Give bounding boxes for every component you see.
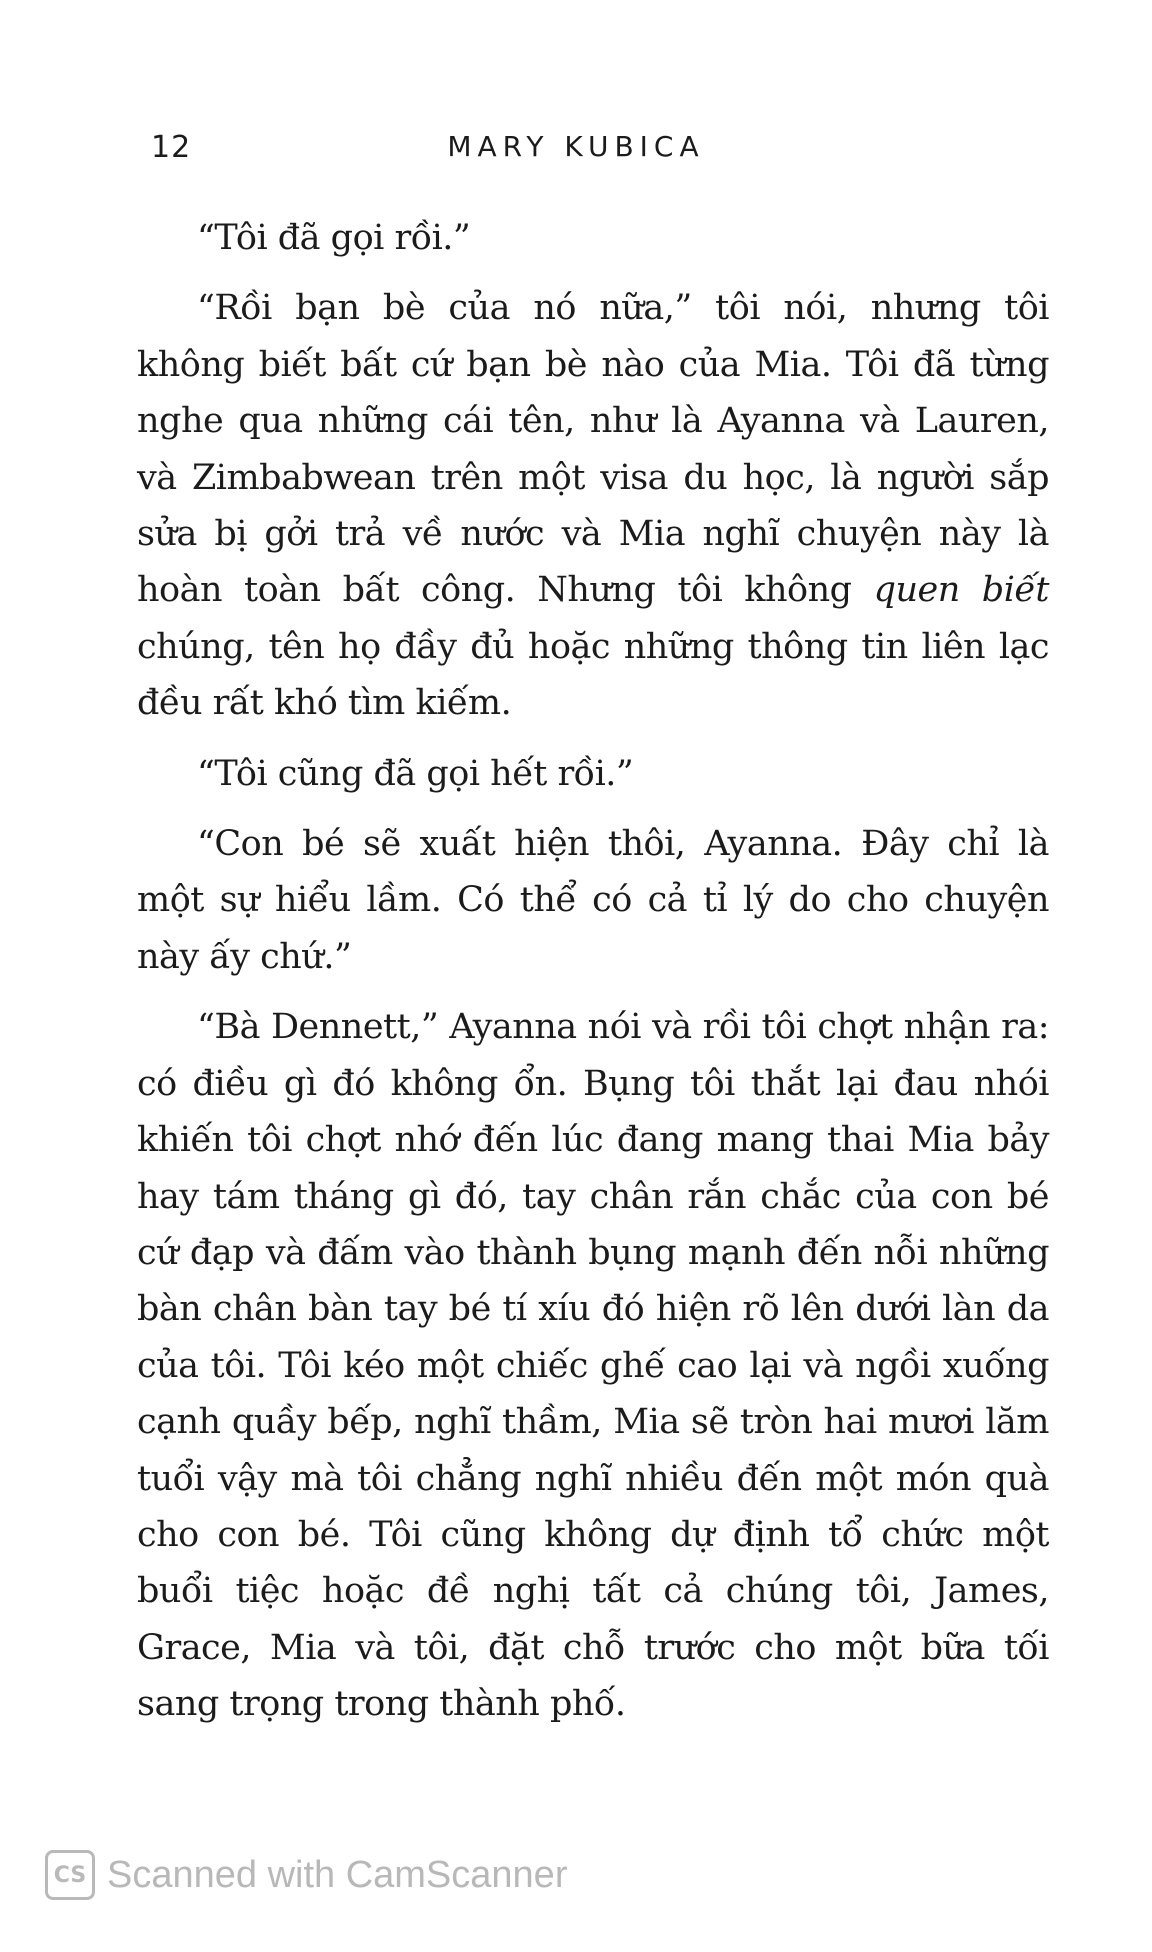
paragraph-text: “Bà Dennett,” Ayanna nói và rồi tôi chợt nhận ra: có điều gì đó không ổn. Bụng tôi thắt lại đau nhói khiến tôi chợt nhớ đến lúc đang mang thai Mia bảy hay tám tháng gì đó, tay chân rắn chắc của con bé cứ đạp và đấm vào thành bụng mạnh đến nỗi những bàn chân bàn tay bé tí xíu đó hiện rõ lên dưới làn da của tôi. Tôi kéo một chiếc ghế cao lại và ngồi xuống cạnh quầy bếp, nghĩ thầm, Mia sẽ tròn hai mươi lăm tuổi vậy mà tôi chẳng nghĩ nhiều đến một món quà cho con bé. Tôi cũng không dự định tổ chức một buổi tiệc hoặc đề nghị tất cả chúng tôi, James, Grace, Mia và tôi, đặt chỗ trước cho một bữa tối sang trọng trong thành phố.	[137, 1007, 1049, 1725]
emphasis-text: quen biết	[873, 570, 1049, 611]
paragraph	[137, 210, 1049, 266]
watermark-label: Scanned with CamScanner	[107, 1853, 568, 1896]
camscanner-logo-icon: CS	[45, 1850, 95, 1900]
page-number: 12	[151, 130, 192, 165]
paragraph	[137, 999, 1049, 1732]
paragraph-text: “Tôi cũng đã gọi hết rồi.”	[197, 753, 634, 794]
paragraph	[137, 280, 1049, 731]
paragraph-text-continued: chúng, tên họ đầy đủ hoặc những thông tin liên lạc đều rất khó tìm kiếm.	[137, 626, 1049, 724]
paragraph	[137, 746, 1049, 802]
camscanner-watermark	[45, 1850, 567, 1900]
paragraph-text: “Tôi đã gọi rồi.”	[197, 218, 471, 258]
paragraph	[137, 816, 1049, 985]
paragraph-text: “Rồi bạn bè của nó nữa,” tôi nói, nhưng tôi không biết bất cứ bạn bè nào của Mia. Tôi đã từng nghe qua những cái tên, như là Ayanna và Lauren, và Zimbabwean trên một visa du học, là người sắp sửa bị gởi trả về nước và Mia nghĩ chuyện này là hoàn toàn bất công. Nhưng tôi không	[137, 288, 1049, 611]
running-head: MARY KUBICA	[447, 130, 705, 163]
body-text	[137, 210, 1049, 1747]
paragraph-text: “Con bé sẽ xuất hiện thôi, Ayanna. Đây chỉ là một sự hiểu lầm. Có thể có cả tỉ lý do cho chuyện này ấy chứ.”	[137, 824, 1049, 977]
